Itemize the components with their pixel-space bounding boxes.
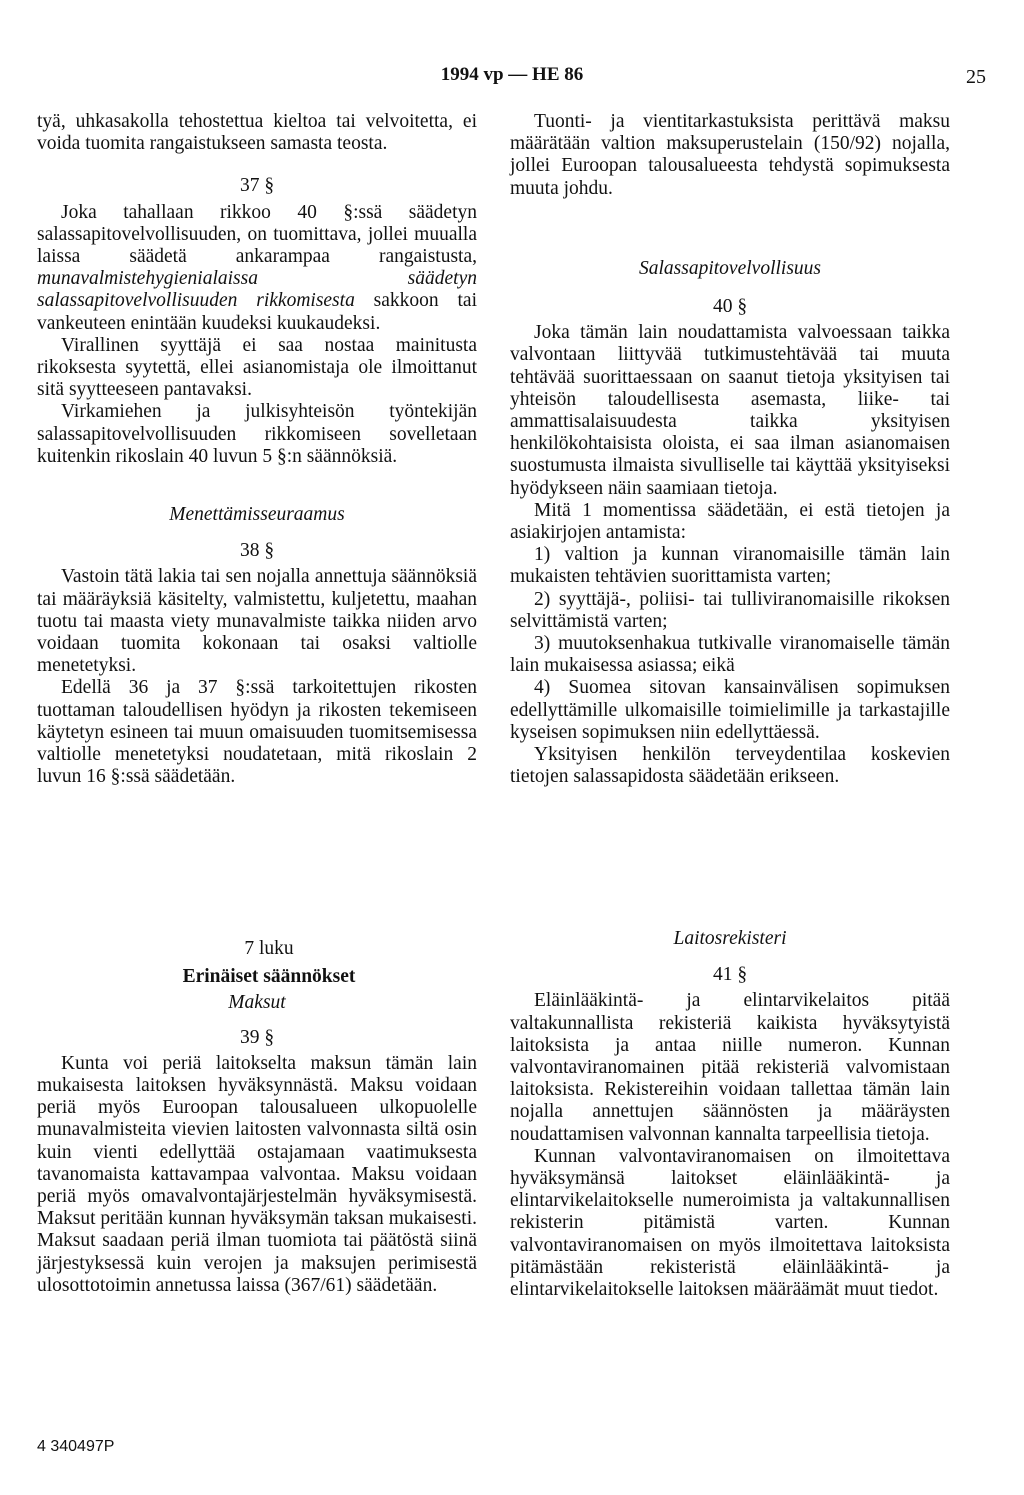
heading-menettamisseuraamus: Menettämisseuraamus [169, 504, 345, 526]
section-38-number: 38 § [239, 540, 275, 562]
section-40-item-2: 2) syyttäjä-, poliisi- tai tulliviranomaisille rikoksen selvittämistä varten; [510, 588, 950, 632]
heading-salassapitovelvollisuus: Salassapitovelvollisuus [639, 257, 821, 279]
section-38-paragraph-1: Vastoin tätä lakia tai sen nojalla annettuja säännöksiä tai määräyksiä käsitelty, valmistettu, kuljetettu, maahan tuotu tai maasta viety munavalmiste taikka niiden arvo voidaan tuomita kokonaan tai osaksi valtiolle menetetyksi. [37, 566, 477, 677]
section-39-paragraph-1: Kunta voi periä laitokselta maksun tämän lain mukaisesta laitoksen hyväksynnästä. Maksu voidaan periä myös Euroopan talousalueen ulkopuolelle munavalmisteita vievien laitosten valvonnasta siltä osin kuin vienti edellyttää ostajamaan vaatimuksesta tavanomaista kattavampaa valvontaa. Maksu voidaan periä myös omavalvontajärjestelmän hyväksymisestä. Maksut peritään kunnan hyväksymän taksan mukaisesti. Maksut saadaan periä ilman tuomiota tai päätöstä siinä järjestyksessä kuin verojen ja maksujen perimisestä ulosottotoimin annetussa laissa (367/61) säädetään. [37, 1052, 477, 1296]
section-41-number: 41 § [712, 964, 748, 986]
section-40-paragraph-2: Mitä 1 momentissa säädetään, ei estä tietojen ja asiakirjojen antamista: [510, 499, 950, 544]
left-column-bottom [37, 928, 477, 1297]
print-code: 4 340497P [37, 1438, 115, 1455]
section-37-paragraph-1 [37, 202, 477, 335]
continued-paragraph-right: Tuonti- ja vientitarkastuksista perittävä maksu määrätään valtion maksuperustelain (150/92) nojalla, jollei Euroopan talousalueesta tehdystä sopimuksesta muuta johdu. [510, 111, 950, 199]
document-title: 1994 vp — HE 86 [440, 64, 584, 85]
section-40-number: 40 § [712, 296, 748, 318]
page-number: 25 [966, 66, 986, 88]
right-column-top [510, 111, 950, 788]
page-header [0, 64, 1024, 94]
section-39-number: 39 § [239, 1026, 275, 1048]
right-column-bottom [510, 928, 950, 1301]
section-37-paragraph-3: Virkamiehen ja julkisyhteisön työntekijän salassapitovelvollisuuden rikkomiseen sovelletaan kuitenkin rikoslain 40 luvun 5 §:n säännöksiä. [37, 401, 477, 467]
section-40-paragraph-1: Joka tämän lain noudattamista valvoessaan taikka valvontaan liittyvää tutkimustehtävää tai muuta tehtävää suorittaessaan on saanut tietoja yksityisen tai yhteisön taloudellisesta asemasta, liike- tai ammattisalaisuudesta taikka yksityisen henkilökohtaisista oloista, ei saa ilman asianomaisen suostumusta ilmaista sivulliselle tai käyttää yksityiseksi hyödykseen näin saamiaan tietoja. [510, 322, 950, 499]
chapter-title: Erinäiset säännökset [182, 966, 356, 988]
s37-p1-text-a: Joka tahallaan rikkoo 40 §:ssä säädetyn salassapitovelvollisuuden, on tuomittava, jollei muualla laissa säädetä ankarampaa rangaistusta, [37, 201, 477, 268]
s37-p1-text-b: sakkoon tai vankeuteen enintään kuudeksi kuukaudeksi. [37, 290, 478, 334]
left-column-top [37, 111, 477, 788]
section-38-paragraph-2: Edellä 36 ja 37 §:ssä tarkoitettujen rikosten tuottaman taloudellisen hyödyn ja rikosten tekemiseen käytetyn esineen tai muun omaisuuden tuomitsemisessa valtiolle menetetyksi noudatetaan, mitä rikoslain 2 luvun 16 §:ssä säädetään. [37, 677, 477, 788]
heading-laitosrekisteri: Laitosrekisteri [673, 928, 787, 949]
section-40-item-3: 3) muutoksenhakua tutkivalle viranomaiselle tämän lain mukaisessa asiassa; eikä [510, 633, 950, 677]
s37-p1-italic: munavalmistehygienialaissa säädetyn salassapitovelvollisuuden rikkomisesta [37, 268, 477, 312]
section-40-item-1: 1) valtion ja kunnan viranomaisille tämän lain mukaisten tehtävien suorittamista varten; [510, 544, 950, 588]
section-40-paragraph-3: Yksityisen henkilön terveydentilaa koskevien tietojen salassapidosta säädetään erikseen. [510, 744, 950, 788]
section-41-paragraph-1: Eläinlääkintä- ja elintarvikelaitos pitää valtakunnallista rekisteriä kaikista hyväksytyistä laitoksista ja antaa niille numeron. Kunnan valvontaviranomainen pitää rekisteriä valvomistaan laitoksista. Rekistereihin voidaan tallettaa tämän lain nojalla annettujen säännösten ja määräysten noudattamisen valvonnan kannalta tarpeellisia tietoja. [510, 990, 950, 1145]
section-40-item-4: 4) Suomea sitovan kansainvälisen sopimuksen edellyttämille ulkomaisille toimielimille ja tarkastajille kyseisen sopimuksen niin edellyttäessä. [510, 677, 950, 743]
heading-maksut: Maksut [228, 992, 286, 1014]
section-37-paragraph-2: Virallinen syyttäjä ei saa nostaa mainitusta rikoksesta syytettä, ellei asianomistaja ole ilmoittanut sitä syytteeseen pantavaksi. [37, 334, 477, 401]
section-37-number: 37 § [239, 175, 275, 197]
chapter-number: 7 luku [244, 938, 294, 959]
continued-paragraph: tyä, uhkasakolla tehostettua kieltoa tai velvoitetta, ei voida tuomita rangaistukseen samasta teosta. [37, 111, 477, 155]
section-41-paragraph-2: Kunnan valvontaviranomaisen on ilmoitettava hyväksymänsä laitokset eläinlääkintä- ja elintarvikelaitokselle numeroimista ja valtakunnallisen rekisterin pitämistä varten. Kunnan valvontaviranomaisen on myös ilmoitettava laitoksista pitämästään rekisteristä eläinlääkintä- ja elintarvikelaitokselle laitoksen määräämät muut tiedot. [510, 1145, 950, 1301]
